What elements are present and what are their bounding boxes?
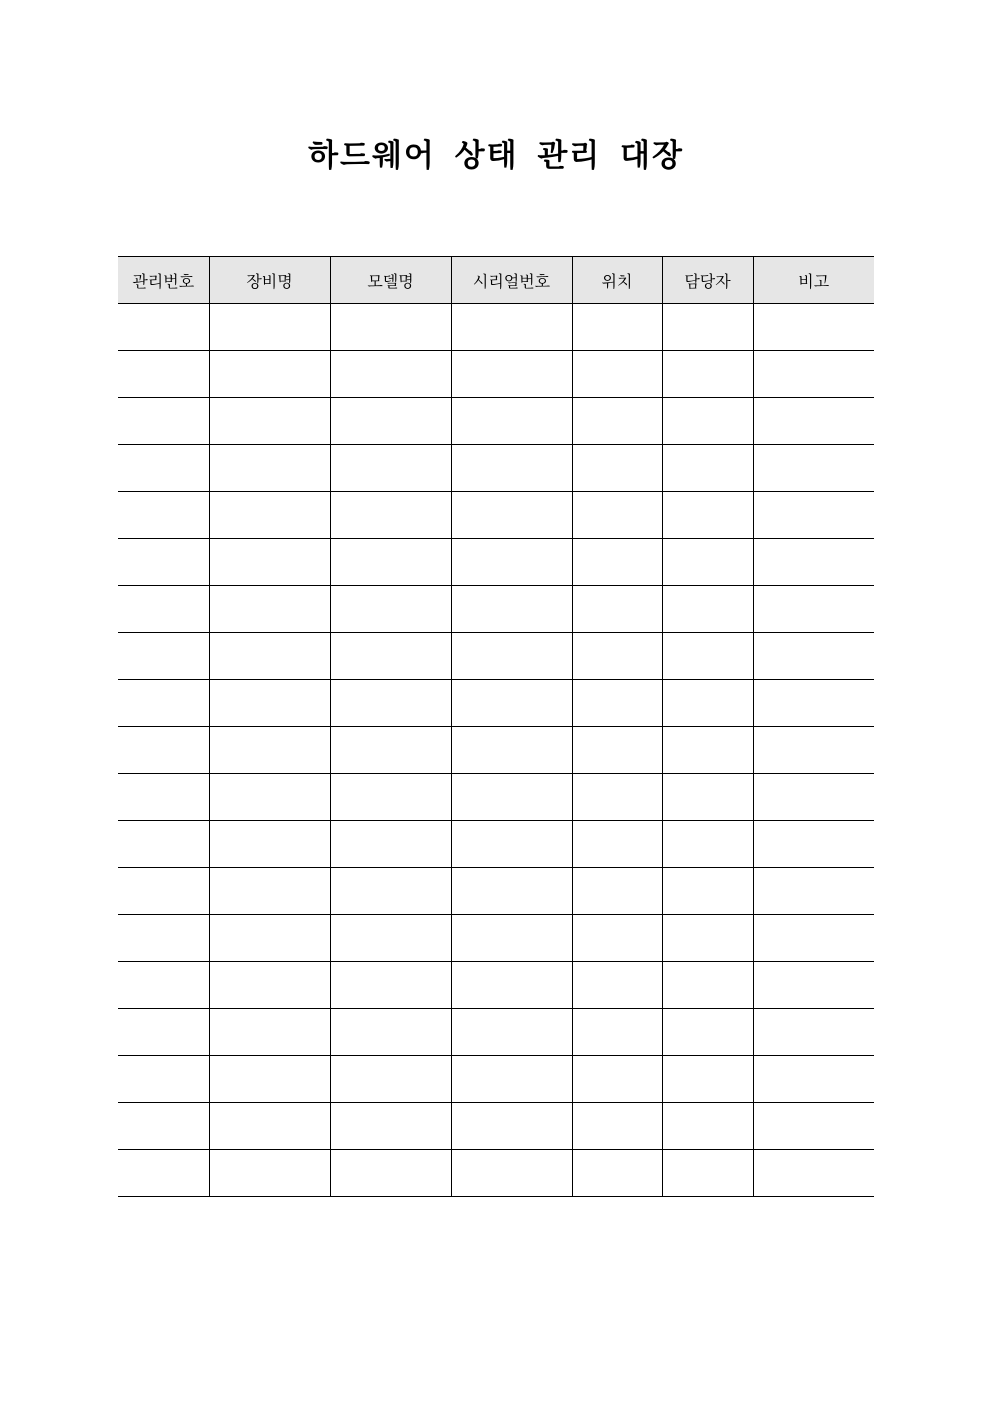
cell-person-in-charge[interactable] <box>662 445 753 492</box>
cell-serial-number[interactable] <box>451 304 572 351</box>
cell-serial-number[interactable] <box>451 1009 572 1056</box>
cell-person-in-charge[interactable] <box>662 1103 753 1150</box>
cell-serial-number[interactable] <box>451 1056 572 1103</box>
cell-location[interactable] <box>572 727 662 774</box>
cell-management-number[interactable] <box>118 774 209 821</box>
cell-remarks[interactable] <box>753 727 874 774</box>
cell-location[interactable] <box>572 445 662 492</box>
column-header-model-name: 모델명 <box>330 257 451 304</box>
table-row <box>118 1056 874 1103</box>
cell-serial-number[interactable] <box>451 445 572 492</box>
cell-equipment-name[interactable] <box>209 915 330 962</box>
cell-management-number[interactable] <box>118 539 209 586</box>
cell-serial-number[interactable] <box>451 539 572 586</box>
cell-serial-number[interactable] <box>451 680 572 727</box>
cell-person-in-charge[interactable] <box>662 304 753 351</box>
cell-management-number[interactable] <box>118 1056 209 1103</box>
cell-remarks[interactable] <box>753 1103 874 1150</box>
cell-equipment-name[interactable] <box>209 398 330 445</box>
cell-person-in-charge[interactable] <box>662 727 753 774</box>
cell-equipment-name[interactable] <box>209 1056 330 1103</box>
cell-management-number[interactable] <box>118 962 209 1009</box>
cell-serial-number[interactable] <box>451 727 572 774</box>
cell-equipment-name[interactable] <box>209 680 330 727</box>
table-row <box>118 727 874 774</box>
cell-location[interactable] <box>572 821 662 868</box>
cell-remarks[interactable] <box>753 962 874 1009</box>
cell-model-name[interactable] <box>330 1056 451 1103</box>
header-row <box>118 257 874 304</box>
cell-person-in-charge[interactable] <box>662 351 753 398</box>
cell-person-in-charge[interactable] <box>662 1150 753 1197</box>
cell-model-name[interactable] <box>330 351 451 398</box>
cell-location[interactable] <box>572 351 662 398</box>
cell-person-in-charge[interactable] <box>662 774 753 821</box>
table-row <box>118 680 874 727</box>
cell-serial-number[interactable] <box>451 1150 572 1197</box>
table-row <box>118 539 874 586</box>
cell-location[interactable] <box>572 1150 662 1197</box>
table-row <box>118 633 874 680</box>
cell-management-number[interactable] <box>118 821 209 868</box>
cell-serial-number[interactable] <box>451 962 572 1009</box>
cell-equipment-name[interactable] <box>209 633 330 680</box>
cell-model-name[interactable] <box>330 304 451 351</box>
cell-equipment-name[interactable] <box>209 868 330 915</box>
cell-remarks[interactable] <box>753 633 874 680</box>
cell-location[interactable] <box>572 962 662 1009</box>
cell-location[interactable] <box>572 539 662 586</box>
cell-model-name[interactable] <box>330 774 451 821</box>
cell-equipment-name[interactable] <box>209 539 330 586</box>
cell-person-in-charge[interactable] <box>662 1056 753 1103</box>
table-row <box>118 915 874 962</box>
cell-management-number[interactable] <box>118 351 209 398</box>
table-row <box>118 962 874 1009</box>
table-row <box>118 586 874 633</box>
cell-location[interactable] <box>572 774 662 821</box>
column-header-management-number: 관리번호 <box>118 257 209 304</box>
cell-model-name[interactable] <box>330 539 451 586</box>
cell-management-number[interactable] <box>118 915 209 962</box>
cell-remarks[interactable] <box>753 445 874 492</box>
cell-equipment-name[interactable] <box>209 351 330 398</box>
table-row <box>118 1103 874 1150</box>
cell-model-name[interactable] <box>330 492 451 539</box>
cell-location[interactable] <box>572 680 662 727</box>
cell-person-in-charge[interactable] <box>662 398 753 445</box>
cell-remarks[interactable] <box>753 351 874 398</box>
cell-location[interactable] <box>572 398 662 445</box>
cell-management-number[interactable] <box>118 680 209 727</box>
cell-remarks[interactable] <box>753 1056 874 1103</box>
cell-equipment-name[interactable] <box>209 774 330 821</box>
cell-remarks[interactable] <box>753 821 874 868</box>
cell-remarks[interactable] <box>753 398 874 445</box>
cell-equipment-name[interactable] <box>209 1103 330 1150</box>
cell-remarks[interactable] <box>753 868 874 915</box>
cell-management-number[interactable] <box>118 304 209 351</box>
hardware-ledger-table <box>118 256 874 1197</box>
cell-equipment-name[interactable] <box>209 1150 330 1197</box>
cell-management-number[interactable] <box>118 586 209 633</box>
column-header-equipment-name: 장비명 <box>209 257 330 304</box>
column-header-location: 위치 <box>572 257 662 304</box>
cell-serial-number[interactable] <box>451 868 572 915</box>
cell-remarks[interactable] <box>753 1150 874 1197</box>
table-row <box>118 398 874 445</box>
cell-equipment-name[interactable] <box>209 586 330 633</box>
cell-equipment-name[interactable] <box>209 1009 330 1056</box>
cell-person-in-charge[interactable] <box>662 633 753 680</box>
table-row <box>118 445 874 492</box>
cell-person-in-charge[interactable] <box>662 915 753 962</box>
table-row <box>118 304 874 351</box>
cell-person-in-charge[interactable] <box>662 868 753 915</box>
cell-management-number[interactable] <box>118 1103 209 1150</box>
cell-serial-number[interactable] <box>451 492 572 539</box>
cell-person-in-charge[interactable] <box>662 962 753 1009</box>
cell-management-number[interactable] <box>118 633 209 680</box>
cell-model-name[interactable] <box>330 1150 451 1197</box>
cell-location[interactable] <box>572 915 662 962</box>
table-row <box>118 1150 874 1197</box>
cell-management-number[interactable] <box>118 445 209 492</box>
cell-remarks[interactable] <box>753 1009 874 1056</box>
cell-remarks[interactable] <box>753 586 874 633</box>
cell-location[interactable] <box>572 633 662 680</box>
cell-remarks[interactable] <box>753 915 874 962</box>
cell-management-number[interactable] <box>118 492 209 539</box>
cell-location[interactable] <box>572 304 662 351</box>
cell-model-name[interactable] <box>330 1103 451 1150</box>
table-body <box>118 304 874 1197</box>
cell-equipment-name[interactable] <box>209 492 330 539</box>
cell-serial-number[interactable] <box>451 633 572 680</box>
cell-model-name[interactable] <box>330 680 451 727</box>
table-row <box>118 821 874 868</box>
cell-management-number[interactable] <box>118 727 209 774</box>
cell-serial-number[interactable] <box>451 821 572 868</box>
cell-model-name[interactable] <box>330 1009 451 1056</box>
cell-remarks[interactable] <box>753 492 874 539</box>
cell-model-name[interactable] <box>330 868 451 915</box>
page-title: 하드웨어 상태 관리 대장 <box>308 138 684 174</box>
cell-equipment-name[interactable] <box>209 304 330 351</box>
cell-location[interactable] <box>572 1009 662 1056</box>
cell-management-number[interactable] <box>118 1150 209 1197</box>
cell-serial-number[interactable] <box>451 398 572 445</box>
table-row <box>118 1009 874 1056</box>
cell-model-name[interactable] <box>330 962 451 1009</box>
cell-serial-number[interactable] <box>451 774 572 821</box>
cell-location[interactable] <box>572 492 662 539</box>
cell-person-in-charge[interactable] <box>662 680 753 727</box>
cell-equipment-name[interactable] <box>209 821 330 868</box>
cell-equipment-name[interactable] <box>209 445 330 492</box>
table-header <box>118 257 874 304</box>
cell-remarks[interactable] <box>753 304 874 351</box>
cell-person-in-charge[interactable] <box>662 586 753 633</box>
cell-model-name[interactable] <box>330 727 451 774</box>
cell-location[interactable] <box>572 1103 662 1150</box>
cell-person-in-charge[interactable] <box>662 539 753 586</box>
cell-location[interactable] <box>572 1056 662 1103</box>
cell-model-name[interactable] <box>330 915 451 962</box>
table-row <box>118 774 874 821</box>
cell-serial-number[interactable] <box>451 915 572 962</box>
cell-person-in-charge[interactable] <box>662 492 753 539</box>
cell-serial-number[interactable] <box>451 1103 572 1150</box>
cell-model-name[interactable] <box>330 586 451 633</box>
cell-serial-number[interactable] <box>451 351 572 398</box>
cell-model-name[interactable] <box>330 445 451 492</box>
cell-management-number[interactable] <box>118 1009 209 1056</box>
cell-remarks[interactable] <box>753 680 874 727</box>
cell-model-name[interactable] <box>330 821 451 868</box>
cell-person-in-charge[interactable] <box>662 1009 753 1056</box>
cell-remarks[interactable] <box>753 539 874 586</box>
cell-location[interactable] <box>572 868 662 915</box>
column-header-person-in-charge: 담당자 <box>662 257 753 304</box>
cell-person-in-charge[interactable] <box>662 821 753 868</box>
cell-model-name[interactable] <box>330 398 451 445</box>
cell-location[interactable] <box>572 586 662 633</box>
cell-management-number[interactable] <box>118 868 209 915</box>
cell-model-name[interactable] <box>330 633 451 680</box>
column-header-serial-number: 시리얼번호 <box>451 257 572 304</box>
cell-serial-number[interactable] <box>451 586 572 633</box>
cell-management-number[interactable] <box>118 398 209 445</box>
column-header-remarks: 비고 <box>753 257 874 304</box>
cell-remarks[interactable] <box>753 774 874 821</box>
table-row <box>118 868 874 915</box>
table-row <box>118 492 874 539</box>
table-row <box>118 351 874 398</box>
cell-equipment-name[interactable] <box>209 962 330 1009</box>
cell-equipment-name[interactable] <box>209 727 330 774</box>
